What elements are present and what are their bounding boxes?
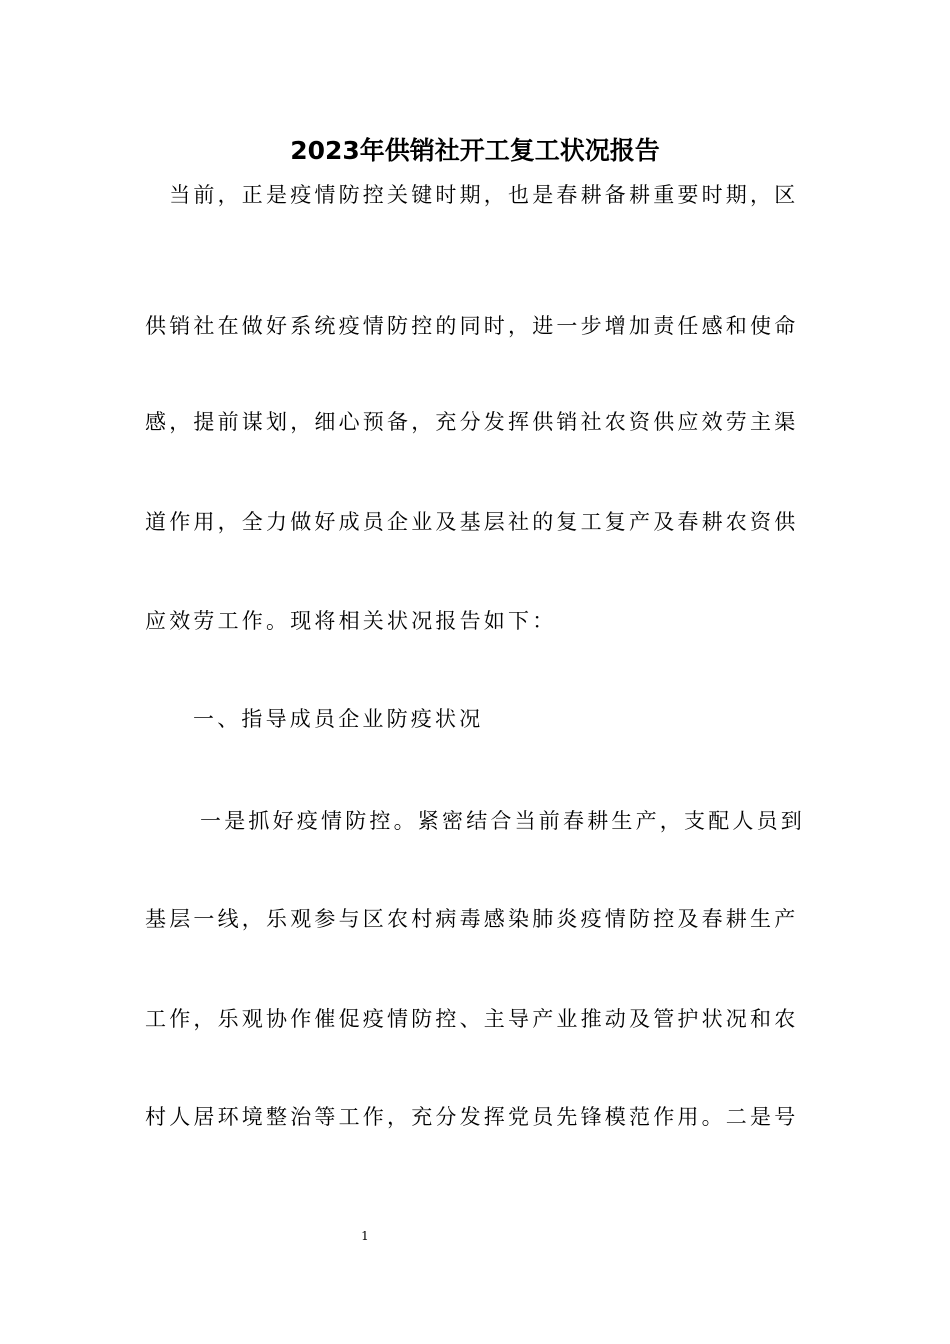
paragraph-1-line-1: 当前，正是疫情防控关键时期，也是春耕备耕重要时期，区 bbox=[145, 183, 799, 207]
page-number: 1 bbox=[361, 1229, 369, 1243]
paragraph-2-line-3: 工作，乐观协作催促疫情防控、主导产业推动及管护状况和农 bbox=[145, 1007, 799, 1031]
paragraph-2-line-4: 村人居环境整治等工作，充分发挥党员先锋模范作用。二是号 bbox=[145, 1105, 799, 1129]
paragraph-1-line-4: 道作用，全力做好成员企业及基层社的复工复产及春耕农资供 bbox=[145, 510, 799, 534]
paragraph-2-line-2: 基层一线，乐观参与区农村病毒感染肺炎疫情防控及春耕生产 bbox=[145, 907, 799, 931]
section-heading-1: 一、指导成员企业防疫状况 bbox=[193, 707, 484, 731]
paragraph-1-line-2: 供销社在做好系统疫情防控的同时，进一步增加责任感和使命 bbox=[145, 314, 799, 338]
paragraph-1-line-5: 应效劳工作。现将相关状况报告如下： bbox=[145, 609, 557, 633]
paragraph-2-line-1: 一是抓好疫情防控。紧密结合当前春耕生产，支配人员到 bbox=[200, 809, 805, 833]
document-title: 2023年供销社开工复工状况报告 bbox=[290, 136, 660, 165]
paragraph-1-line-3: 感，提前谋划，细心预备，充分发挥供销社农资供应效劳主渠 bbox=[145, 410, 799, 434]
